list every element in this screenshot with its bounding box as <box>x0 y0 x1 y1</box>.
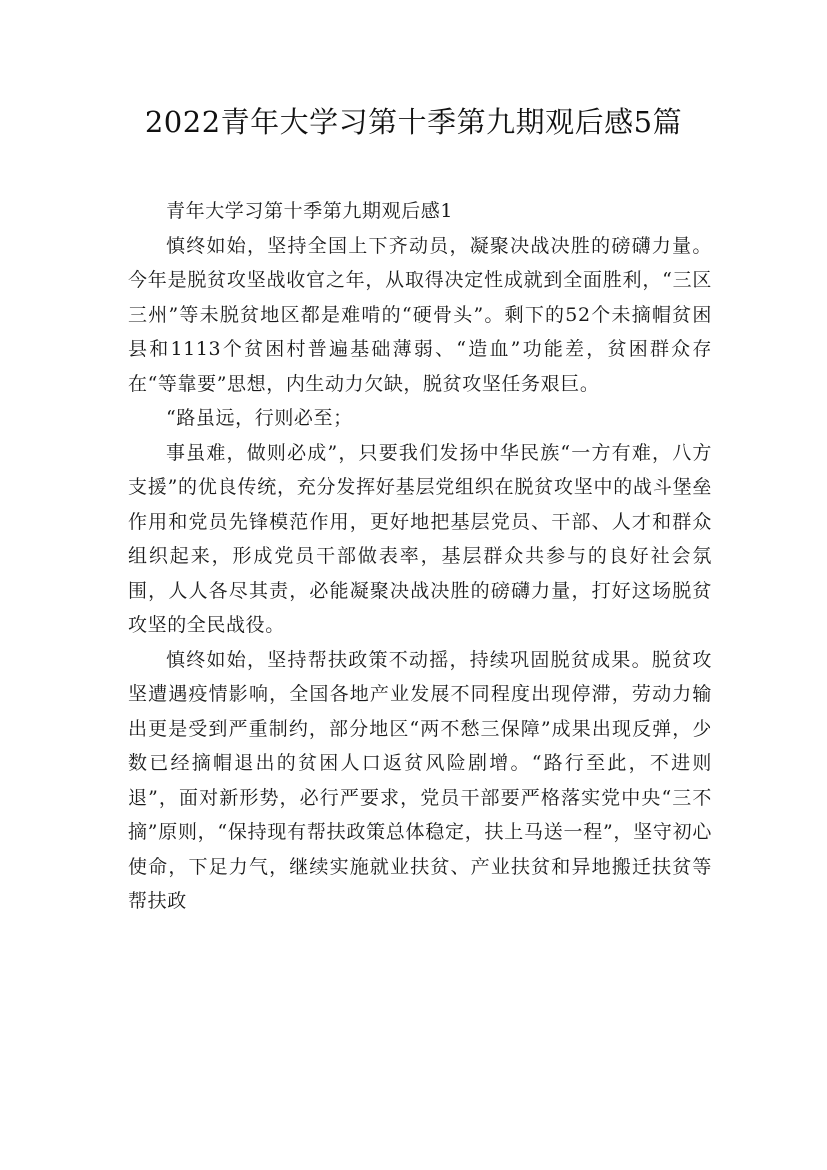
paragraph: 慎终如始，坚持全国上下齐动员，凝聚决战决胜的磅礴力量。今年是脱贫攻坚战收官之年，从取得决定性成就到全面胜利，“三区三州”等未脱贫地区都是难啃的“硬骨头”。剩下的52个未摘帽贫困县和1113个贫困村普遍基础薄弱、“造血”功能差，贫困群众存在“等靠要”思想，内生动力欠缺，脱贫攻坚任务艰巨。 <box>128 234 712 395</box>
paragraph: “路虽远，行则必至； <box>166 407 353 429</box>
section-heading: 青年大学习第十季第九期观后感1 <box>166 200 454 222</box>
paragraph: 慎终如始，坚持帮扶政策不动摇，持续巩固脱贫成果。脱贫攻坚遭遇疫情影响，全国各地产业发展不同程度出现停滞，劳动力输出更是受到严重制约，部分地区“两不愁三保障”成果出现反弹，少数已经摘帽退出的贫困人口返贫风险剧增。“路行至此，不进则退”，面对新形势，必行严要求，党员干部要严格落实党中央“三不摘”原则，“保持现有帮扶政策总体稳定，扶上马送一程”，坚守初心使命，下足力气，继续实施就业扶贫、产业扶贫和异地搬迁扶贫等帮扶政 <box>128 648 712 912</box>
paragraph: 事虽难，做则必成”，只要我们发扬中华民族“一方有难，八方支援”的优良传统，充分发挥好基层党组织在脱贫攻坚中的战斗堡垒作用和党员先锋模范作用，更好地把基层党员、干部、人才和群众组织起来，形成党员干部做表率，基层群众共参与的良好社会氛围，人人各尽其责，必能凝聚决战决胜的磅礴力量，打好这场脱贫攻坚的全民战役。 <box>128 441 712 636</box>
document-title: 2022青年大学习第十季第九期观后感5篇 <box>144 105 683 139</box>
document-body <box>128 194 712 919</box>
